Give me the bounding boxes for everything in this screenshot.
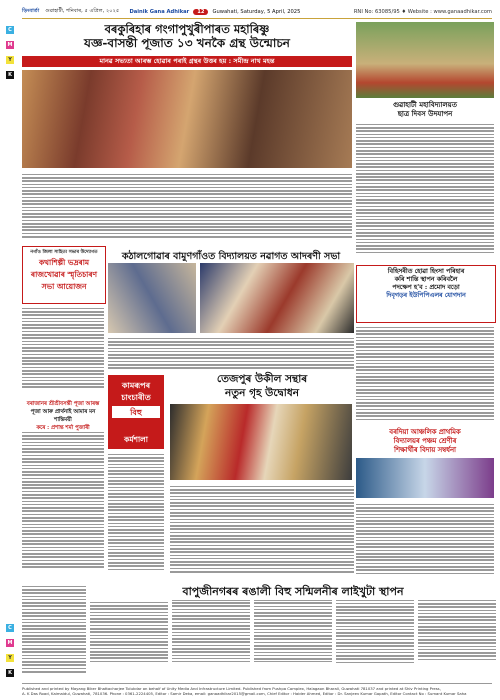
reg-mark-cyan: C [6,26,14,34]
header-date-english: Guwahati, Saturday, 5 April, 2025 [212,9,301,15]
page-number-badge: 12 [193,9,208,15]
school-welcome-photo-left [108,263,196,333]
peace-headline [357,268,495,300]
tezpur-bar-headline [170,372,354,400]
tezpur-bar-line1: তেজপুৰ উকীল সন্থাৰ [216,373,308,385]
lead-photo [22,70,352,168]
farewell-headline [356,428,494,455]
college-photo [356,22,494,98]
reg-mark-black: K [6,669,14,677]
literary-meet-box [22,246,106,304]
registration-marks-bottom [6,624,14,684]
college-headline-line2: ছাত্ৰ দিবস উদযাপন [397,109,453,118]
peace-story-box [356,265,496,323]
reg-mark-magenta: M [7,640,13,646]
reg-mark-yellow: Y [6,56,14,64]
lead-body-text [22,172,352,242]
imprint-line2: A. K Das Road, Kaimaidul, Guwahati, 781036. Phone : 0361-2224405, Editor : Samir Deka, email: ganaadhikar2015@gmail.com, Chief Editor : Haider Ahmed, Editor : Dr. Sanjeev Kumar Gopath, Editor Contact No : Sumant Kumar Saha [22,691,467,696]
bihu-workshop-tag [108,375,164,431]
bihu-workshop-tag2 [108,431,164,449]
header-date-assamese: গুৱাহাটী, শনিবাৰ, ৫ এপ্ৰিল, ২০২৫ [45,8,120,14]
header-website: Website : www.ganaadhikar.com [407,9,492,15]
reg-mark-cyan: C [6,624,14,632]
lead-headline-line1: বৰকুৰিহাৰ গংগাপুখুৰীপাৰত মহাৰিষ্ণু [104,22,270,36]
bihu-pillar-body [90,600,496,678]
imprint-line1: Published and printed by Mayang Biker Bhattacharjee Tolukdar on behalf of Unity Media And Infrastructure Limited. Published from Pushpa Complex, Halagaon Bharali, Guwahati 781037 and printed at Shiv Printing Press, [22,686,441,691]
basanti-puja-body [22,430,104,580]
paper-name: Dainik Gana Adhikar [129,9,190,15]
bihu-workshop-body [108,452,164,578]
bihu-workshop-line1: কামৰূপৰ [121,380,151,390]
literary-meet-line1: নগাঁও জিলা সাহিত্য সভাৰ উদ্যোগত [30,250,98,255]
bihu-workshop-line3: বিহু [112,406,160,418]
college-body-text [356,122,494,262]
tezpur-bar-body [170,484,354,578]
school-welcome-photo-right [200,263,354,333]
reg-mark-black: K [6,71,14,79]
peace-headline-line4: দিবৃগড়ৰ ইউপিপিএলৰ যোগদান [386,292,466,299]
lead-banner: মানৱ সভ্যতা আৰম্ভ হোৱাৰ পৰাই গ্ৰন্থৰ উত্তৰ হয় : সমীন্দ্ৰ নাথ মহন্ত [22,56,352,67]
farewell-line2: বিদ্যালয়ৰ পঞ্চম শ্ৰেণীৰ [393,437,457,445]
peace-headline-line2: কৰি শান্তি স্থাপন কৰিবলৈ [394,276,458,283]
farewell-line1: বৰদিয়া আঞ্চলিক প্ৰাথমিক [389,428,461,436]
literary-meet-headline [23,249,105,293]
bihu-workshop-line2: চাংচাৰীত [121,392,151,402]
paper-logo: ড়িংবাৰ্তা [22,8,40,14]
peace-headline-line1: বিহিসৰীত হোৱা হিংসা পৰিহাৰ [387,268,465,275]
peace-headline-line3: পদক্ষেপ হ'ব : প্ৰমোদ বড়ো [392,284,460,291]
lead-headline-line2: যজ্ঞ-বাসন্তী পূজাত ১৩ খনকৈ গ্ৰন্থ উন্মোচন [84,36,290,50]
header-reg-website: RNI No: 63085/95 ♦ Website : www.ganaadhikar.com [353,9,492,15]
farewell-line3: শিক্ষাৰ্থীৰ বিদায় সম্বৰ্ধনা [394,446,456,454]
college-headline-line1: গুৱাহাটী মহাবিদ্যালয়ত [392,100,458,109]
imprint-footer [22,683,492,696]
literary-meet-line4: সভা আয়োজন [41,282,87,291]
bihu-workshop-line4: কৰ্মশালা [124,435,148,444]
reg-mark-magenta: M [7,42,13,48]
school-welcome-headline: কঠালগোৱাৰ বামুণগাঁওত বিদ্যালয়ত নৱাগত আদৰণী সভা [121,251,341,262]
tezpur-bar-photo [170,404,352,480]
school-welcome-body [108,336,354,370]
peace-body-text [356,325,494,425]
header-rni: RNI No: 63085/95 [353,9,400,15]
literary-meet-line2: কথাশিল্পী ভদ্ৰৰাম [38,258,90,267]
tezpur-bar-line2: নতুন গৃহ উদ্বোধন [225,387,299,399]
farewell-photo [356,458,494,498]
farewell-body [356,502,494,578]
registration-marks-top [6,26,14,86]
bottom-left-body [22,584,86,678]
college-headline [356,100,494,118]
lead-headline [22,22,352,50]
reg-mark-yellow: Y [6,654,14,662]
basanti-puja-headline [22,400,104,432]
basanti-puja-line1: বৰাজানৰ শ্ৰীশ্ৰীবসন্তী পূজা আৰম্ভ [26,401,100,407]
literary-meet-body [22,306,104,396]
basanti-puja-line3: কৰে : প্ৰশান্ত শৰ্মা পুজাৰী [36,425,90,431]
page-header [22,6,492,19]
bihu-pillar-headline: বাপুজীনগৰৰ ৰঙালী বিহু সন্মিলনীৰ লাইখুটা স্থাপন [182,585,404,598]
basanti-puja-line2: পূজা আৰু প্ৰাৰ্থনাই আমাৰ মন শান্তিময়ী [30,409,96,423]
literary-meet-line3: ৰাজখোৱাৰ স্মৃতিচাৰণ [30,270,98,279]
